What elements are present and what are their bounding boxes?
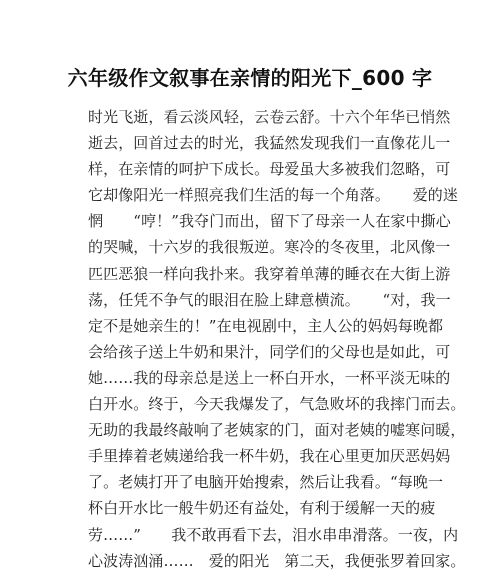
body-line: 的哭喊，十六岁的我很叛逆。寒冷的冬夜里，北风像一 <box>88 238 451 257</box>
body-line: 劳……” 我不敢再看下去，泪水串串滑落。一夜，内 <box>88 525 459 544</box>
body-line: 无助的我最终敲响了老姨家的门，面对老姨的嘘寒问暖， <box>88 421 466 440</box>
body-line: 她……我的母亲总是送上一杯白开水，一杯平淡无味的 <box>88 368 451 387</box>
body-line: 白开水。终于，今天我爆发了，气急败坏的我摔门而去。 <box>88 395 466 414</box>
body-line: 匹匹恶狼一样向我扑来。我穿着单薄的睡衣在大街上游 <box>88 264 451 283</box>
body-line: 样，在亲情的呵护下成长。母爱虽大多被我们忽略，可 <box>88 160 451 179</box>
body-line: 荡，任凭不争气的眼泪在脸上肆意横流。 “对，我一 <box>88 290 451 309</box>
document-body <box>88 104 466 574</box>
body-line: 它却像阳光一样照亮我们生活的每一个角落。 爱的迷 <box>88 186 459 205</box>
body-line: 逝去，回首过去的时光，我猛然发现我们一直像花儿一 <box>88 134 451 153</box>
document-title: 六年级作文叙事在亲情的阳光下_600 字 <box>67 66 433 90</box>
body-line: 心波涛汹涌…… 爱的阳光 第二天，我便张罗着回家。 <box>88 551 466 570</box>
body-line: 了。老姨打开了电脑开始搜索，然后让我看。“每晚一 <box>88 473 444 492</box>
body-line: 会给孩子送上牛奶和果汁，同学们的父母也是如此，可 <box>88 342 451 361</box>
body-line: 手里捧着老姨递给我一杯牛奶，我在心里更加厌恶妈妈 <box>88 447 451 466</box>
body-line: 杯白开水比一般牛奶还有益处，有利于缓解一天的疲 <box>88 499 436 518</box>
body-line: 惘 “哼！”我夺门而出，留下了母亲一人在家中撕心 <box>88 212 451 231</box>
body-line: 时光飞逝，看云淡风轻，云卷云舒。十六个年华已悄然 <box>88 108 451 126</box>
body-line: 定不是她亲生的！”在电视剧中，主人公的妈妈每晚都 <box>88 316 444 335</box>
